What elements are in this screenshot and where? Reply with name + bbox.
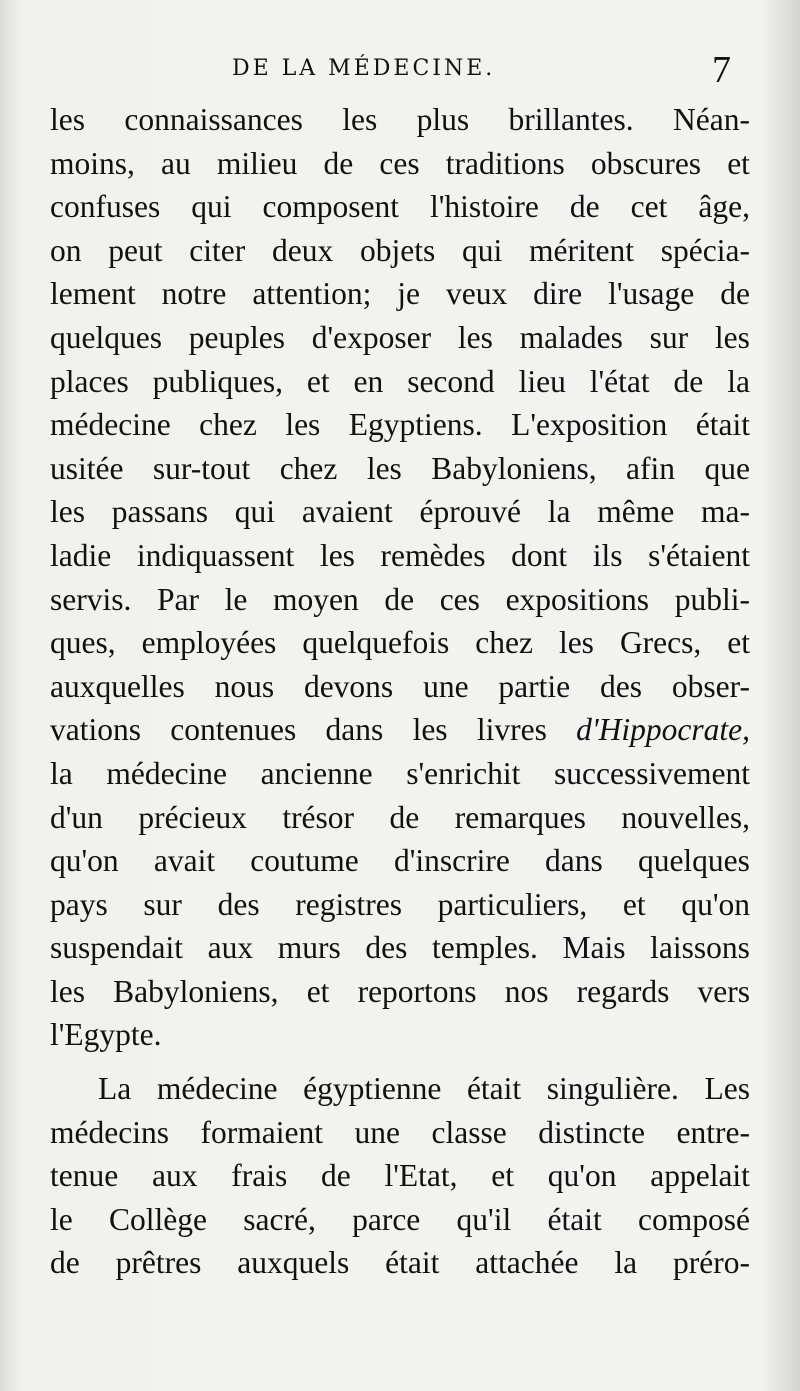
- word: ces: [379, 145, 420, 181]
- word: objets: [360, 232, 436, 268]
- word: ma-: [700, 494, 750, 530]
- word: peut: [108, 232, 163, 268]
- text-line: [50, 926, 750, 970]
- word: je: [397, 276, 421, 312]
- text-line: [50, 796, 750, 840]
- word: les: [50, 102, 85, 137]
- word: reportons: [357, 973, 477, 1009]
- word: ils: [592, 537, 623, 573]
- word: était: [695, 407, 750, 443]
- word: de: [389, 799, 420, 835]
- word: sacré,: [243, 1201, 316, 1237]
- word: qui: [234, 494, 276, 530]
- word: composent: [262, 189, 399, 225]
- word: regards: [576, 973, 670, 1009]
- word: âge,: [698, 189, 750, 225]
- text-line: [50, 98, 750, 142]
- word: connaissances: [124, 102, 303, 137]
- word: murs: [277, 930, 341, 966]
- word: places: [50, 363, 129, 399]
- word: laissons: [650, 930, 750, 966]
- word: temples.: [432, 930, 538, 966]
- word: La: [98, 1071, 132, 1107]
- word: Grecs,: [619, 625, 702, 661]
- word: était: [547, 1201, 602, 1237]
- word: usitée: [50, 450, 124, 486]
- word: qu'il: [456, 1201, 512, 1237]
- word: aux: [207, 930, 254, 966]
- word: méritent: [529, 232, 635, 268]
- word: traditions: [445, 145, 565, 181]
- word: attention;: [252, 276, 372, 312]
- text-line: [50, 708, 750, 752]
- word: Babyloniens,: [431, 450, 597, 486]
- word: qu'on: [50, 843, 119, 879]
- text-line: [50, 185, 750, 229]
- text-line: [50, 447, 750, 491]
- word: et: [727, 145, 750, 181]
- word: indiquassent: [136, 537, 295, 573]
- word: les: [366, 450, 402, 486]
- word: de: [673, 363, 704, 399]
- word: ces: [439, 581, 480, 617]
- word: des: [365, 930, 408, 966]
- word: chez: [475, 625, 533, 661]
- word: entre-: [676, 1114, 750, 1150]
- body-text: [50, 98, 750, 1285]
- word: sur: [143, 886, 182, 922]
- word: lieu: [518, 363, 566, 399]
- word: plus: [416, 102, 470, 137]
- word: qu'on: [547, 1158, 617, 1194]
- word: moins,: [50, 145, 135, 181]
- word: publi-: [674, 581, 750, 617]
- text-line: [50, 752, 750, 796]
- text-line: [50, 1013, 750, 1057]
- word: coutume: [250, 843, 359, 879]
- text-line: [50, 1241, 750, 1285]
- word: qu'on: [681, 886, 750, 922]
- word: confuses: [50, 189, 161, 225]
- word: dans: [325, 712, 384, 748]
- word: la: [727, 363, 750, 399]
- word: avait: [153, 843, 216, 879]
- word: successivement: [554, 755, 750, 791]
- word: l'Egypte.: [50, 1017, 162, 1053]
- word: citer: [189, 232, 246, 268]
- text-line: [50, 272, 750, 316]
- word: contenues: [170, 712, 297, 748]
- word: ques,: [50, 625, 116, 661]
- word: quelques: [50, 319, 162, 355]
- word: brillantes.: [508, 102, 634, 137]
- word: distincte: [538, 1114, 645, 1150]
- word: l'Etat,: [384, 1158, 458, 1194]
- word: livres: [476, 712, 547, 748]
- word: trésor: [282, 799, 355, 835]
- word: auxquels: [237, 1245, 350, 1281]
- word: aux: [151, 1158, 198, 1194]
- word: d'Hippocrate,: [576, 712, 750, 748]
- page-header: [0, 50, 800, 100]
- word: médecine: [50, 407, 171, 443]
- word: formaient: [200, 1114, 323, 1150]
- word: les: [342, 102, 378, 137]
- word: une: [354, 1114, 400, 1150]
- word: les: [558, 625, 594, 661]
- word: on: [50, 232, 82, 268]
- word: afin: [626, 450, 676, 486]
- word: de: [320, 1158, 351, 1194]
- word: prêtres: [115, 1245, 202, 1281]
- word: ancienne: [260, 755, 373, 791]
- word: des: [599, 668, 642, 704]
- word: au: [161, 145, 191, 181]
- text-line: [50, 490, 750, 534]
- word: le: [224, 581, 248, 617]
- word: obser-: [671, 668, 750, 704]
- word: en: [353, 363, 384, 399]
- word: s'étaient: [648, 537, 750, 573]
- word: registres: [295, 886, 402, 922]
- word: la: [547, 494, 571, 530]
- word: expositions: [505, 581, 650, 617]
- word: cet: [630, 189, 668, 225]
- word: publiques,: [152, 363, 283, 399]
- word: de: [384, 581, 415, 617]
- word: second: [407, 363, 495, 399]
- word: et: [306, 973, 330, 1009]
- word: Egyptiens.: [348, 407, 483, 443]
- word: devons: [303, 668, 394, 704]
- word: peuples: [188, 319, 285, 355]
- word: le: [50, 1201, 73, 1237]
- word: qui: [191, 189, 232, 225]
- word: et: [727, 625, 750, 661]
- running-title: DE LA MÉDECINE.: [232, 56, 496, 81]
- word: avaient: [301, 494, 393, 530]
- word: qui: [462, 232, 503, 268]
- word: était: [466, 1071, 522, 1107]
- word: et: [491, 1158, 515, 1194]
- word: vers: [697, 973, 750, 1009]
- word: ladie: [50, 537, 112, 573]
- word: auxquelles: [50, 668, 185, 704]
- word: nos: [504, 973, 549, 1009]
- text-line: [50, 534, 750, 578]
- word: Par: [157, 581, 199, 617]
- word: quelques: [637, 843, 750, 879]
- text-line: [50, 839, 750, 883]
- word: de: [720, 276, 750, 312]
- word: et: [306, 363, 330, 399]
- text-line: [50, 1154, 750, 1198]
- word: les: [457, 319, 493, 355]
- word: veux: [445, 276, 508, 312]
- word: de: [323, 145, 354, 181]
- text-line: [50, 1198, 750, 1242]
- word: précieux: [138, 799, 247, 835]
- word: sur-tout: [152, 450, 251, 486]
- text-line: [50, 316, 750, 360]
- word: pays: [50, 886, 108, 922]
- text-line: [50, 1067, 750, 1111]
- word: s'enrichit: [406, 755, 521, 791]
- page-number: 7: [712, 49, 731, 91]
- word: notre: [161, 276, 227, 312]
- word: singulière.: [546, 1071, 679, 1107]
- text-line: [50, 883, 750, 927]
- word: dans: [545, 843, 603, 879]
- text-line: [50, 1111, 750, 1155]
- word: nous: [214, 668, 275, 704]
- word: remèdes: [380, 537, 486, 573]
- text-line: [50, 229, 750, 273]
- word: attachée: [475, 1245, 579, 1281]
- word: et: [622, 886, 646, 922]
- word: d'inscrire: [393, 843, 510, 879]
- word: employées: [141, 625, 277, 661]
- word: malades: [519, 319, 623, 355]
- word: remarques: [454, 799, 586, 835]
- text-line: [50, 578, 750, 622]
- word: parce: [352, 1201, 421, 1237]
- word: passans: [111, 494, 209, 530]
- word: tenue: [50, 1158, 119, 1194]
- word: des: [217, 886, 260, 922]
- word: particuliers,: [437, 886, 588, 922]
- word: quelquefois: [302, 625, 450, 661]
- word: L'exposition: [511, 407, 668, 443]
- word: moyen: [272, 581, 359, 617]
- word: servis.: [50, 581, 132, 617]
- text-line: [50, 403, 750, 447]
- word: suspendait: [50, 930, 183, 966]
- word: spécia-: [660, 232, 750, 268]
- text-line: [50, 360, 750, 404]
- word: les: [50, 494, 85, 530]
- text-line: [50, 665, 750, 709]
- word: que: [704, 450, 750, 486]
- word: médecine: [156, 1071, 278, 1107]
- word: appelait: [650, 1158, 750, 1194]
- word: la: [50, 755, 73, 791]
- word: Les: [704, 1071, 750, 1107]
- word: dire: [533, 276, 583, 312]
- word: dont: [511, 537, 568, 573]
- word: une: [423, 668, 469, 704]
- word: Babyloniens,: [113, 973, 279, 1009]
- word: partie: [498, 668, 571, 704]
- word: les: [412, 712, 448, 748]
- text-line: [50, 621, 750, 665]
- word: l'histoire: [429, 189, 539, 225]
- word: Mais: [562, 930, 626, 966]
- word: classe: [431, 1114, 507, 1150]
- word: frais: [231, 1158, 288, 1194]
- word: médecins: [50, 1114, 169, 1150]
- word: d'exposer: [311, 319, 432, 355]
- word: lement: [50, 276, 136, 312]
- word: l'état: [589, 363, 650, 399]
- word: Néan-: [673, 102, 750, 137]
- word: même: [597, 494, 675, 530]
- word: les: [714, 319, 750, 355]
- word: Collège: [109, 1201, 207, 1237]
- word: d'un: [50, 799, 103, 835]
- word: composé: [637, 1201, 750, 1237]
- word: médecine: [106, 755, 228, 791]
- word: de: [569, 189, 600, 225]
- word: nouvelles,: [621, 799, 750, 835]
- word: les: [50, 973, 85, 1009]
- word: obscures: [590, 145, 702, 181]
- word: sur: [649, 319, 689, 355]
- word: l'usage: [608, 276, 695, 312]
- word: milieu: [216, 145, 298, 181]
- word: chez: [199, 407, 257, 443]
- word: vations: [50, 712, 141, 748]
- word: la: [614, 1245, 638, 1281]
- word: les: [285, 407, 321, 443]
- word: préro-: [672, 1245, 750, 1281]
- text-line: [50, 142, 750, 186]
- word: chez: [279, 450, 338, 486]
- word: deux: [272, 232, 334, 268]
- word: les: [319, 537, 355, 573]
- word: de: [50, 1245, 80, 1281]
- word: égyptienne: [303, 1071, 442, 1107]
- word: était: [385, 1245, 440, 1281]
- word: éprouvé: [419, 494, 521, 530]
- text-line: [50, 970, 750, 1014]
